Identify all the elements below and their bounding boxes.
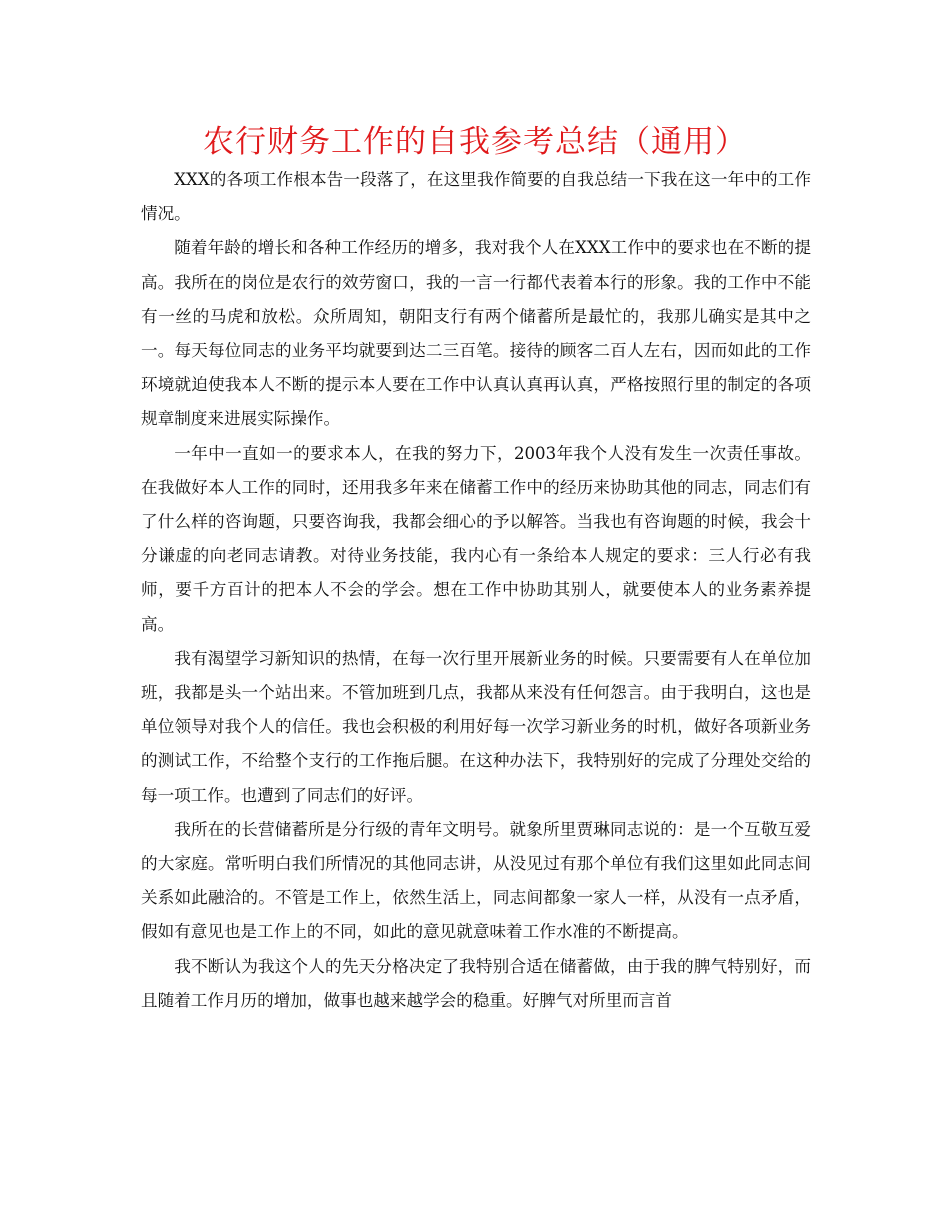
paragraph-3: 一年中一直如一的要求本人，在我的努力下，2003年我个人没有发生一次责任事故。在我做好本人工作的同时，还用我多年来在储蓄工作中的经历来协助其他的同志，同志们有了什么样的咨询题，只要咨询我，我都会细心的予以解答。当我也有咨询题的时候，我会十分谦虚的向老同志请教。对待业务技能，我内心有一条给本人规定的要求：三人行必有我师，要千方百计的把本人不会的学会。想在工作中协助其别人，就要使本人的业务素养提高。 (141, 443, 811, 634)
paragraph-2: 随着年龄的增长和各种工作经历的增多，我对我个人在XXX工作中的要求也在不断的提高。我所在的岗位是农行的效劳窗口，我的一言一行都代表着本行的形象。我的工作中不能有一丝的马虎和放松。众所周知，朝阳支行有两个储蓄所是最忙的，我那儿确实是其中之一。每天每位同志的业务平均就要到达二三百笔。接待的顾客二百人左右，因而如此的工作环境就迫使我本人不断的提示本人要在工作中认真认真再认真，严格按照行里的制定的各项规章制度来进展实际操作。 (141, 238, 811, 429)
paragraph-1: XXX的各项工作根本告一段落了，在这里我作简要的自我总结一下我在这一年中的工作情况。 (141, 170, 811, 224)
paragraph-4: 我有渴望学习新知识的热情，在每一次行里开展新业务的时候。只要需要有人在单位加班，我都是头一个站出来。不管加班到几点，我都从来没有任何怨言。由于我明白，这也是单位领导对我个人的信任。我也会积极的利用好每一次学习新业务的时机，做好各项新业务的测试工作，不给整个支行的工作拖后腿。在这种办法下，我特别好的完成了分理处交给的每一项工作。也遭到了同志们的好评。 (141, 648, 811, 805)
paragraph-5: 我所在的长营储蓄所是分行级的青年文明号。就象所里贾琳同志说的：是一个互敬互爱的大家庭。常听明白我们所情况的其他同志讲，从没见过有那个单位有我们这里如此同志间关系如此融洽的。不管是工作上，依然生活上，同志间都象一家人一样，从没有一点矛盾，假如有意见也是工作上的不同，如此的意见就意味着工作水准的不断提高。 (141, 819, 811, 942)
paragraph-6: 我不断认为我这个人的先天分格决定了我特别合适在储蓄做，由于我的脾气特别好，而且随着工作月历的增加，做事也越来越学会的稳重。好脾气对所里而言首 (141, 956, 811, 1010)
document-body (141, 163, 811, 1018)
document-title: 农行财务工作的自我参考总结（通用） (203, 124, 747, 160)
